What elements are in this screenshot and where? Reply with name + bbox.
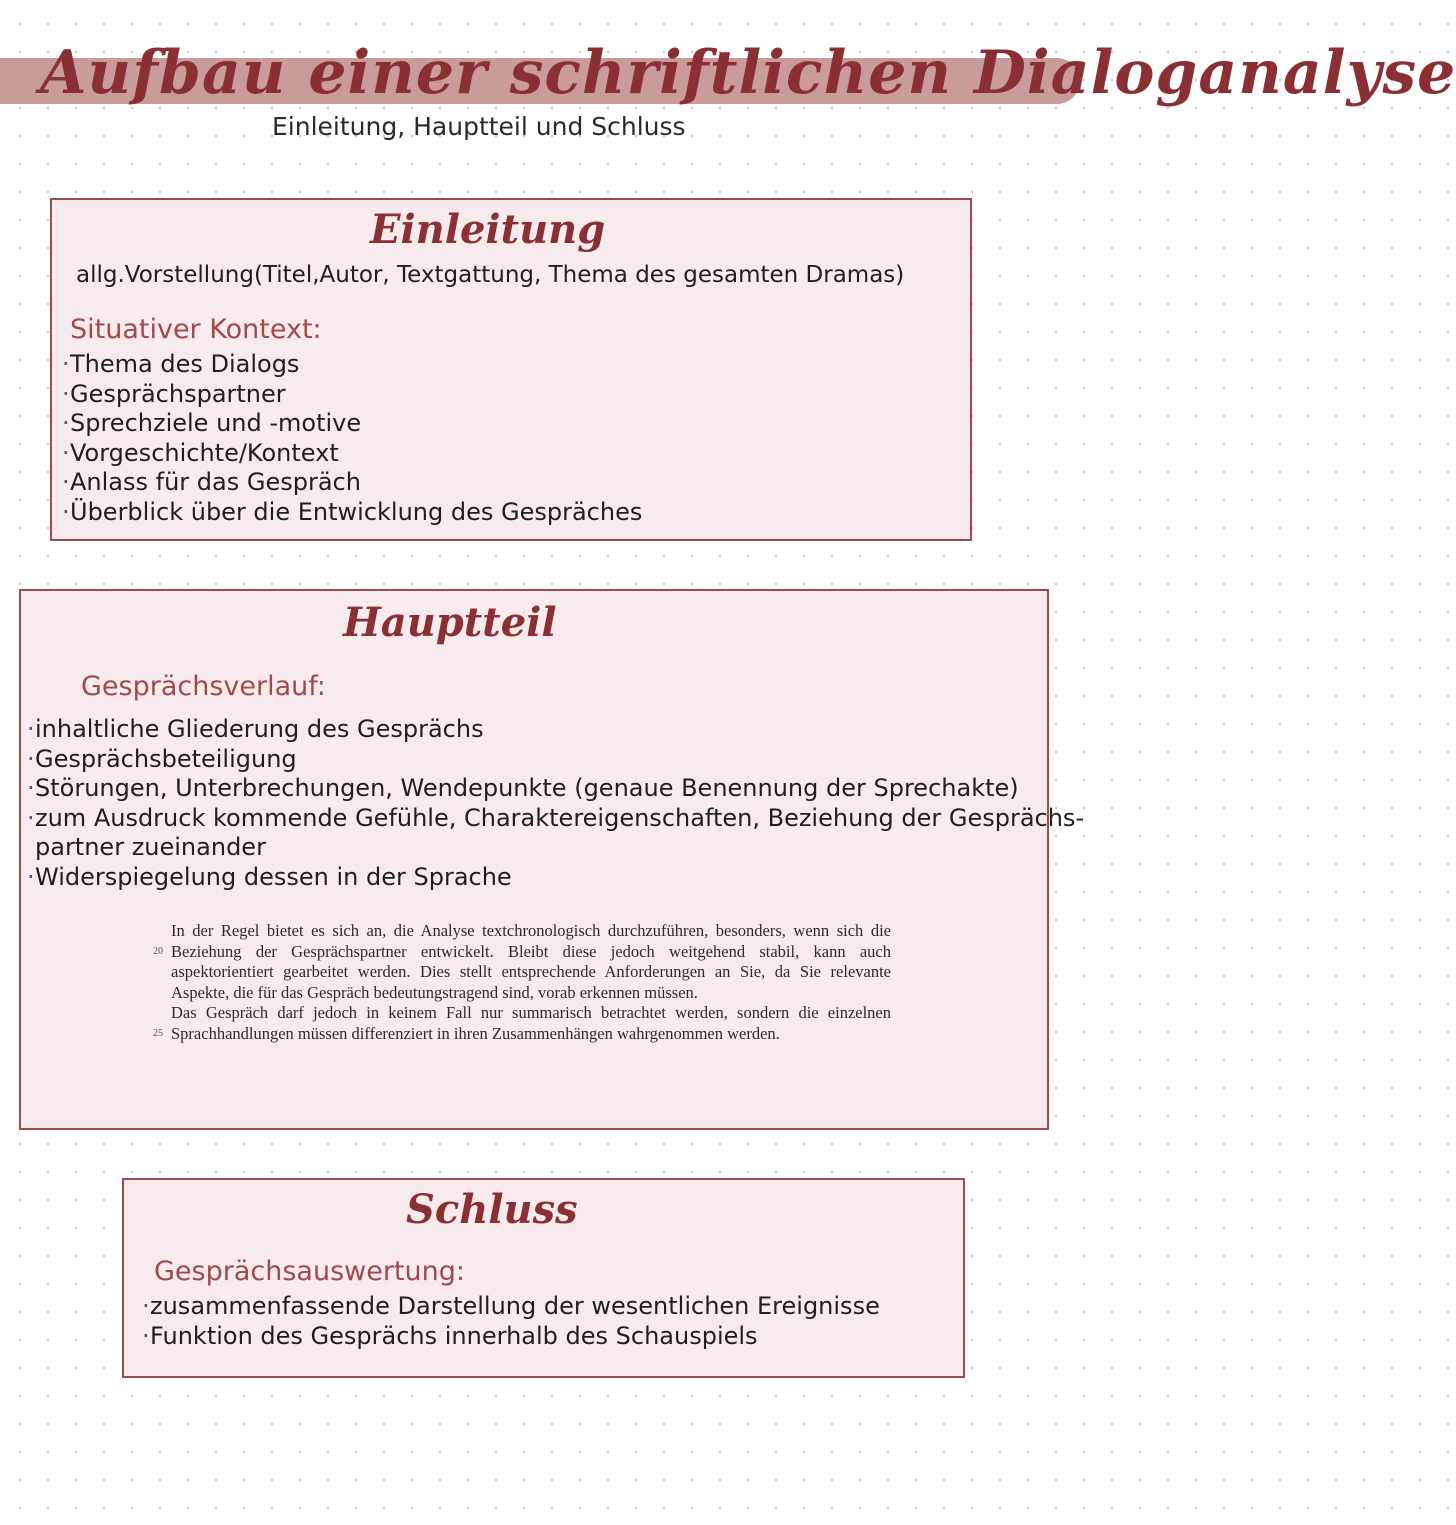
list-item: ·Gesprächspartner <box>62 379 286 408</box>
list-item: ·zum Ausdruck kommende Gefühle, Charaktereigenschaften, Beziehung der Gesprächs- <box>27 803 1085 832</box>
list-item: ·Sprechziele und -motive <box>62 409 362 437</box>
schluss-heading: Schluss <box>406 1186 578 1233</box>
list-item: partner zueinander <box>35 833 266 861</box>
list-item: ·Widerspiegelung dessen in der Sprache <box>27 862 512 891</box>
section-schluss <box>122 1178 965 1378</box>
einleitung-subheading: Situativer Kontext: <box>70 314 322 345</box>
page-title: Aufbau einer schriftlichen Dialoganalyse <box>40 38 1456 108</box>
list-item: ·Thema des Dialogs <box>62 350 300 378</box>
section-einleitung <box>50 198 972 541</box>
line-number: 25 <box>153 1028 163 1039</box>
einleitung-heading: Einleitung <box>370 206 606 253</box>
page-subtitle: Einleitung, Hauptteil und Schluss <box>272 112 686 141</box>
hauptteil-list <box>27 715 1084 892</box>
list-item: ·zusammenfassende Darstellung der wesentlichen Ereignisse <box>142 1292 880 1320</box>
einleitung-intro: allg.Vorstellung(Titel,Autor, Textgattung, Thema des gesamten Dramas) <box>76 262 905 288</box>
quote-paragraph: 25 Das Gespräch darf jedoch in keinem Fall nur summarisch betrachtet werden, sondern die einzelnen Sprachhandlungen müssen differenziert in ihren Zusammenhängen wahrgenommen werden. <box>153 1003 891 1043</box>
hauptteil-subheading: Gesprächsverlauf: <box>81 671 326 702</box>
section-hauptteil <box>19 589 1085 1130</box>
quote-paragraph: 20 In der Regel bietet es sich an, die Analyse textchronologisch durchzuführen, besonders, wenn sich die Beziehung der Gesprächspartner entwickelt. Bleibt diese jedoch weitgehend stabil, kann auch aspektorientiert gearbeitet werden. Dies stellt entsprechende Anforderungen an Sie, da Sie relevante Aspekte, die für das Gespräch bedeutungstragend sind, vorab erkennen müssen. <box>153 921 891 1002</box>
list-item: ·Anlass für das Gespräch <box>62 468 361 496</box>
list-item: ·Überblick über die Entwicklung des Gespräches <box>62 497 643 526</box>
hauptteil-heading: Hauptteil <box>343 599 557 646</box>
list-item: ·Störungen, Unterbrechungen, Wendepunkte (genaue Benennung der Sprechakte) <box>27 774 1019 802</box>
list-item: ·Vorgeschichte/Kontext <box>62 438 339 467</box>
schluss-list <box>142 1292 880 1351</box>
line-number: 20 <box>153 946 163 957</box>
list-item: ·Funktion des Gesprächs innerhalb des Schauspiels <box>142 1321 758 1350</box>
einleitung-list <box>62 350 642 527</box>
list-item: ·inhaltliche Gliederung des Gesprächs <box>27 715 484 743</box>
list-item: ·Gesprächsbeteiligung <box>27 744 297 773</box>
quoted-text-excerpt <box>153 921 891 1044</box>
schluss-subheading: Gesprächsauswertung: <box>154 1256 465 1287</box>
